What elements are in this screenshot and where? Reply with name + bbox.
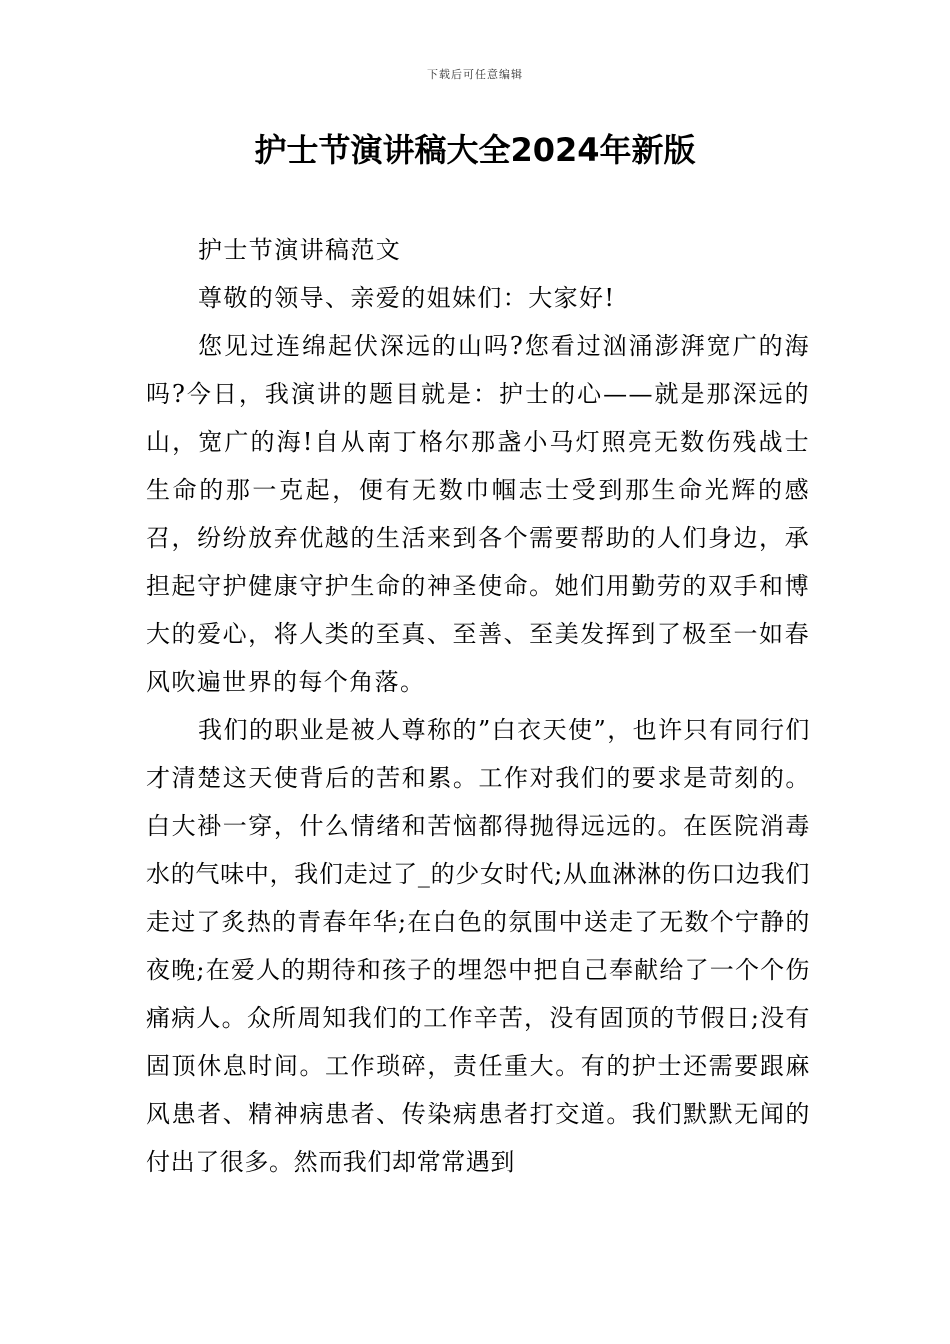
paragraph-subtitle: 护士节演讲稿范文 (198, 236, 402, 264)
document-body (146, 226, 810, 1186)
header-note: 下载后可任意编辑 (427, 68, 523, 81)
paragraph-greeting: 尊敬的领导、亲爱的姐妹们：大家好! (198, 284, 616, 312)
paragraph-2: 我们的职业是被人尊称的”白衣天使”，也许只有同行们才清楚这天使背后的苦和累。工作对我们的要求是苛刻的。白大褂一穿，什么情绪和苦恼都得抛得远远的。在医院消毒水的气味中，我们走过了_的少女时代;从血淋淋的伤口边我们走过了炙热的青春年华;在白色的氛围中送走了无数个宁静的夜晚;在爱人的期待和孩子的埋怨中把自己奉献给了一个个伤痛病人。众所周知我们的工作辛苦，没有固顶的节假日;没有固顶休息时间。工作琐碎，责任重大。有的护士还需要跟麻风患者、精神病患者、传染病患者打交道。我们默默无闻的付出了很多。然而我们却常常遇到 (146, 716, 810, 1176)
document-title: 护士节演讲稿大全2024年新版 (254, 131, 696, 169)
paragraph-1: 您见过连绵起伏深远的山吗?您看过汹涌澎湃宽广的海吗?今日，我演讲的题目就是：护士的心——就是那深远的山，宽广的海!自从南丁格尔那盏小马灯照亮无数伤残战士生命的那一克起，便有无数巾帼志士受到那生命光辉的感召，纷纷放弃优越的生活来到各个需要帮助的人们身边，承担起守护健康守护生命的神圣使命。她们用勤劳的双手和博大的爱心，将人类的至真、至善、至美发挥到了极至一如春风吹遍世界的每个角落。 (146, 332, 810, 696)
